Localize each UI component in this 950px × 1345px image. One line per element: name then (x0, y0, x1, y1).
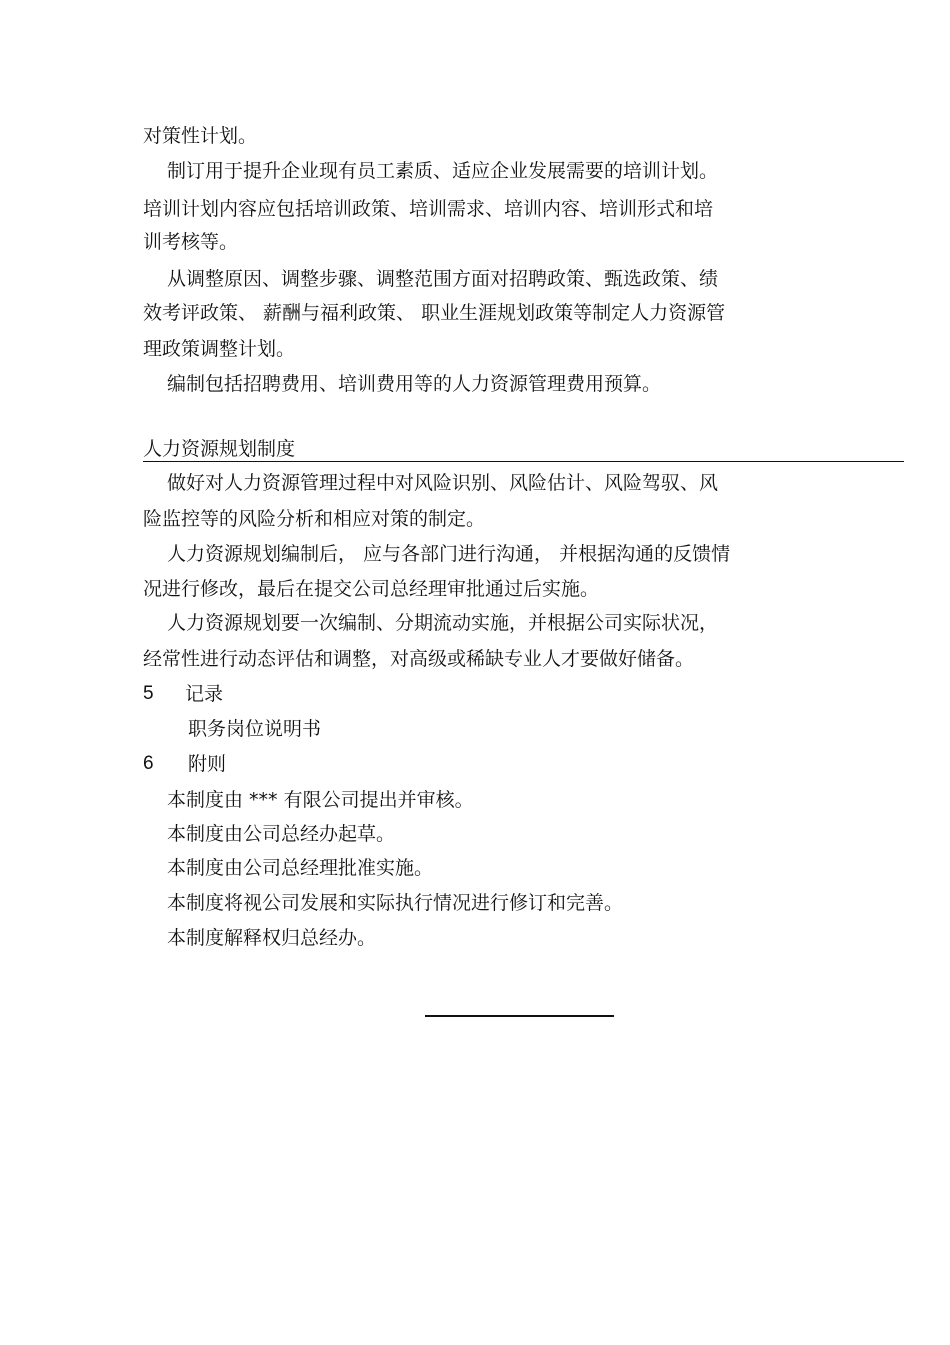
paragraph-line: 培训计划内容应包括培训政策、培训需求、培训内容、培训形式和培 (143, 198, 714, 220)
section-title: 人力资源规划制度 (143, 438, 296, 460)
appendix-line: 本制度由公司总经理批准实施。 (167, 857, 434, 879)
paragraph-line: 人力资源规划编制后， 应与各部门进行沟通， 并根据沟通的反馈情 (167, 543, 731, 565)
end-rule (425, 1015, 614, 1017)
paragraph-line: 经常性进行动态评估和调整，对高级或稀缺专业人才要做好储备。 (143, 648, 695, 670)
paragraph-line: 制订用于提升企业现有员工素质、适应企业发展需要的培训计划。 (167, 160, 719, 182)
paragraph-line: 训考核等。 (143, 231, 239, 253)
section-title-rule (143, 461, 904, 462)
section-heading: 附则 (188, 753, 227, 775)
appendix-line: 本制度解释权归总经办。 (167, 927, 377, 949)
appendix-line: 本制度由公司总经办起草。 (167, 823, 396, 845)
paragraph-line: 况进行修改，最后在提交公司总经理审批通过后实施。 (143, 578, 600, 600)
paragraph-line: 理政策调整计划。 (143, 338, 296, 360)
appendix-line: 本制度将视公司发展和实际执行情况进行修订和完善。 (167, 892, 624, 914)
record-item: 职务岗位说明书 (188, 718, 322, 740)
paragraph-line: 从调整原因、调整步骤、调整范围方面对招聘政策、甄选政策、绩 (167, 268, 719, 290)
section-number: 5 (143, 683, 154, 704)
paragraph-line: 险监控等的风险分析和相应对策的制定。 (143, 508, 486, 530)
section-number: 6 (143, 753, 154, 774)
paragraph-line: 编制包括招聘费用、培训费用等的人力资源管理费用预算。 (167, 373, 662, 395)
paragraph-line: 人力资源规划要一次编制、分期流动实施，并根据公司实际状况， (167, 612, 719, 634)
paragraph-line: 做好对人力资源管理过程中对风险识别、风险估计、风险驾驭、风 (167, 472, 719, 494)
paragraph-line: 对策性计划。 (143, 125, 258, 147)
paragraph-line: 效考评政策、 薪酬与福利政策、 职业生涯规划政策等制定人力资源管 (143, 302, 726, 324)
appendix-line: 本制度由 *** 有限公司提出并审核。 (167, 789, 474, 811)
section-heading: 记录 (185, 683, 224, 705)
